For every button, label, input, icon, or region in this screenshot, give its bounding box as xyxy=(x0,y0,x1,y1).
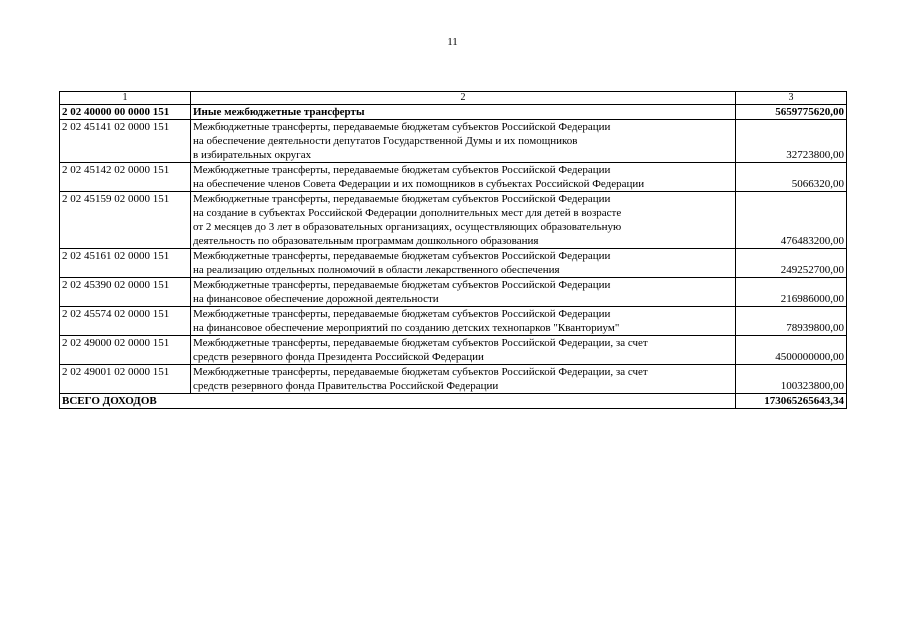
budget-code: 2 02 40000 00 0000 151 xyxy=(60,105,191,120)
amount-cell: 249252700,00 xyxy=(736,249,847,278)
description-line: на создание в субъектах Российской Федерации дополнительных мест для детей в возрасте xyxy=(193,207,622,219)
description-line: на реализацию отдельных полномочий в области лекарственного обеспечения xyxy=(193,264,560,276)
description-cell xyxy=(191,163,736,192)
description-cell xyxy=(191,249,736,278)
description-line: на обеспечение деятельности депутатов Государственной Думы и их помощников xyxy=(193,135,578,147)
budget-code: 2 02 45161 02 0000 151 xyxy=(60,249,191,278)
page-number: 11 xyxy=(447,36,458,48)
total-amount: 173065265643,34 xyxy=(736,394,847,409)
table-row xyxy=(60,105,847,120)
amount-cell: 100323800,00 xyxy=(736,365,847,394)
amount-cell: 5659775620,00 xyxy=(736,105,847,120)
description-line: Межбюджетные трансферты, передаваемые бюджетам субъектов Российской Федерации xyxy=(193,308,611,320)
table-row xyxy=(60,120,847,163)
description-line: Межбюджетные трансферты, передаваемые бюджетам субъектов Российской Федерации xyxy=(193,279,611,291)
amount-cell: 78939800,00 xyxy=(736,307,847,336)
description-cell xyxy=(191,120,736,163)
description-line: от 2 месяцев до 3 лет в образовательных организациях, осуществляющих образовательную xyxy=(193,221,622,233)
description-line: Межбюджетные трансферты, передаваемые бюджетам субъектов Российской Федерации xyxy=(193,121,611,133)
description-line: на финансовое обеспечение мероприятий по созданию детских технопарков "Кванториум" xyxy=(193,322,620,334)
budget-code: 2 02 45142 02 0000 151 xyxy=(60,163,191,192)
budget-code: 2 02 49000 02 0000 151 xyxy=(60,336,191,365)
revenue-table-body xyxy=(60,92,847,409)
description-line: Межбюджетные трансферты, передаваемые бюджетам субъектов Российской Федерации xyxy=(193,250,611,262)
description-line: Межбюджетные трансферты, передаваемые бюджетам субъектов Российской Федерации, за счет xyxy=(193,337,648,349)
table-row xyxy=(60,249,847,278)
description-line: средств резервного фонда Президента Российской Федерации xyxy=(193,351,484,363)
table-row xyxy=(60,336,847,365)
description-line: Межбюджетные трансферты, передаваемые бюджетам субъектов Российской Федерации, за счет xyxy=(193,366,648,378)
budget-code: 2 02 45159 02 0000 151 xyxy=(60,192,191,249)
description-line: на обеспечение членов Совета Федерации и их помощников в субъектах Российской Федерации xyxy=(193,178,645,190)
description-line: Иные межбюджетные трансферты xyxy=(193,106,365,118)
budget-code: 2 02 49001 02 0000 151 xyxy=(60,365,191,394)
description-cell xyxy=(191,365,736,394)
description-line: на финансовое обеспечение дорожной деятельности xyxy=(193,293,439,305)
description-cell xyxy=(191,192,736,249)
table-row xyxy=(60,192,847,249)
total-row xyxy=(60,394,847,409)
table-row xyxy=(60,163,847,192)
description-cell xyxy=(191,336,736,365)
description-line: Межбюджетные трансферты, передаваемые бюджетам субъектов Российской Федерации xyxy=(193,164,611,176)
table-row xyxy=(60,365,847,394)
column-number-1: 1 xyxy=(60,92,191,105)
amount-cell: 32723800,00 xyxy=(736,120,847,163)
total-label: ВСЕГО ДОХОДОВ xyxy=(60,394,736,409)
column-number-2: 2 xyxy=(191,92,736,105)
description-line: деятельность по образовательным программам дошкольного образования xyxy=(193,235,539,247)
table-row xyxy=(60,307,847,336)
budget-code: 2 02 45141 02 0000 151 xyxy=(60,120,191,163)
amount-cell: 5066320,00 xyxy=(736,163,847,192)
description-cell xyxy=(191,278,736,307)
amount-cell: 476483200,00 xyxy=(736,192,847,249)
table-row xyxy=(60,278,847,307)
revenue-table xyxy=(59,91,847,409)
budget-code: 2 02 45574 02 0000 151 xyxy=(60,307,191,336)
budget-code: 2 02 45390 02 0000 151 xyxy=(60,278,191,307)
column-number-row xyxy=(60,92,847,105)
amount-cell: 216986000,00 xyxy=(736,278,847,307)
description-line: Межбюджетные трансферты, передаваемые бюджетам субъектов Российской Федерации xyxy=(193,193,611,205)
amount-cell: 4500000000,00 xyxy=(736,336,847,365)
description-cell xyxy=(191,307,736,336)
column-number-3: 3 xyxy=(736,92,847,105)
description-cell xyxy=(191,105,736,120)
description-line: средств резервного фонда Правительства Российской Федерации xyxy=(193,380,499,392)
description-line: в избирательных округах xyxy=(193,149,312,161)
